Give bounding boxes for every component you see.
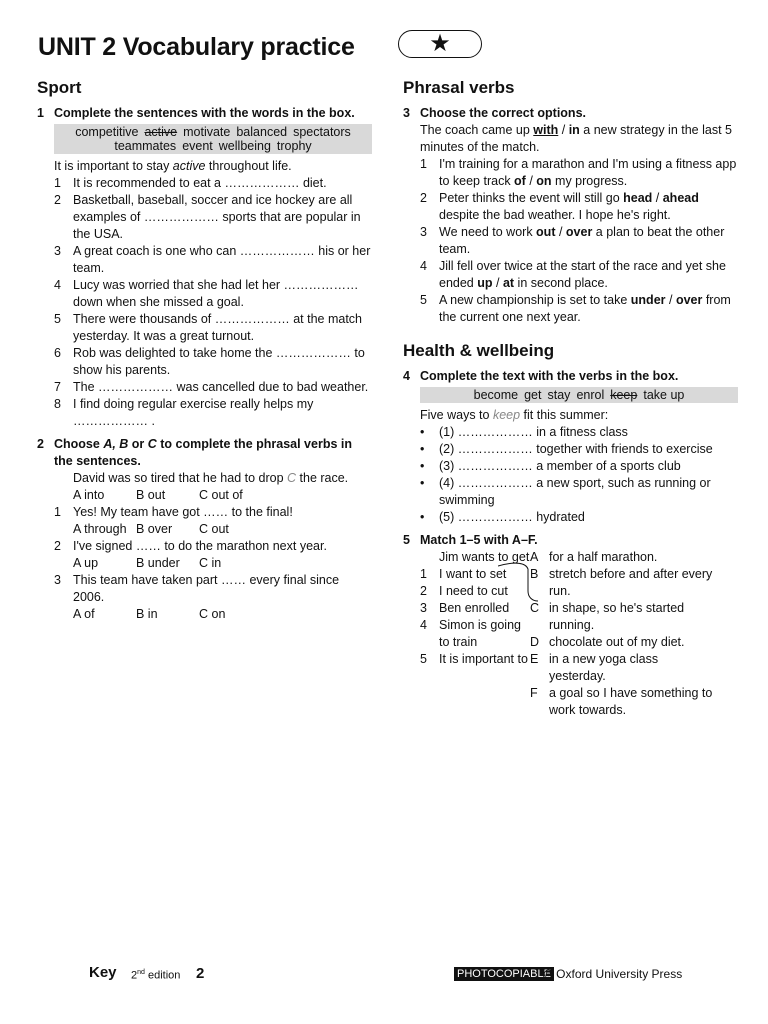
word-box-word: stay	[547, 388, 571, 402]
option-2: over	[565, 225, 593, 239]
instruction-part: to complete the phrasal verbs in the sentences.	[54, 437, 352, 468]
item-text-part: We need to work	[439, 225, 537, 239]
list-item	[37, 538, 372, 555]
example-option: in	[568, 123, 580, 137]
answer-option: A of	[73, 607, 95, 621]
example-sentence	[37, 470, 372, 487]
bullet-icon: •	[420, 510, 425, 524]
item-text	[439, 156, 738, 190]
footer-edition	[131, 969, 180, 982]
word-box-word: balanced	[236, 125, 288, 139]
item-text: in shape, so he's started running.	[549, 601, 685, 632]
item-letter: E	[530, 652, 539, 666]
exercise-number: 4	[403, 369, 410, 383]
item-number: 5	[420, 293, 427, 307]
word-box-word: active	[144, 125, 178, 139]
answer-option: C out of	[199, 488, 243, 502]
word-box	[420, 387, 738, 403]
star-icon: ★	[398, 30, 482, 58]
option-1: head	[623, 191, 653, 205]
exercise-2-instruction	[37, 436, 372, 470]
list-item	[37, 277, 372, 311]
exercise-number: 5	[403, 533, 410, 547]
section-heading-phrasal-verbs: Phrasal verbs	[403, 78, 515, 97]
exercise-number: 3	[403, 106, 410, 120]
option-separator: /	[492, 276, 503, 290]
exercise-3-instruction	[403, 105, 738, 122]
section-heading-health: Health & wellbeing	[403, 341, 555, 360]
item-letter: F	[530, 686, 538, 700]
item-number: 2	[54, 193, 61, 207]
item-text-part: a plan to beat the other team.	[439, 225, 725, 256]
example-sentence	[403, 122, 738, 156]
item-text: in a new yoga class yesterday.	[549, 652, 659, 683]
bullet-item	[403, 441, 738, 458]
match-right-item	[530, 600, 715, 634]
example-answer: C	[287, 471, 297, 485]
match-right-item	[530, 566, 715, 600]
item-text: Rob was delighted to take home the ……………… to show his parents.	[73, 346, 365, 377]
list-item	[37, 192, 372, 243]
bullet-item	[403, 475, 738, 509]
match-connector-line	[498, 561, 538, 603]
item-text: (3) ……………… a member of a sports club	[439, 459, 681, 473]
item-text: Simon is going to train	[439, 618, 521, 649]
item-text: I find doing regular exercise really helps my ……………… .	[73, 397, 314, 428]
intro-text: Five ways to	[420, 408, 493, 422]
example-answer: active	[172, 159, 206, 173]
word-box-word: get	[524, 388, 542, 402]
option-2: at	[502, 276, 515, 290]
item-text: I need to cut	[439, 584, 508, 598]
item-text: A great coach is one who can ……………… his or her team.	[73, 244, 371, 275]
item-number: 1	[420, 157, 427, 171]
exercise-3	[403, 105, 738, 326]
option-1: under	[630, 293, 666, 307]
list-item	[37, 311, 372, 345]
example-text: throughout life.	[205, 159, 292, 173]
item-text: Lucy was worried that she had let her ……………… down when she missed a goal.	[73, 278, 359, 309]
example-text: David was so tired that he had to drop	[73, 471, 288, 485]
item-number: 5	[420, 652, 427, 666]
item-letter: C	[530, 601, 540, 615]
match-right-item	[530, 634, 715, 651]
item-number: 1	[54, 176, 61, 190]
example-text: /	[558, 123, 569, 137]
answer-option: A into	[73, 488, 105, 502]
word-box-word: take up	[643, 388, 685, 402]
list-item	[403, 190, 738, 224]
exercise-1-instruction	[37, 105, 372, 122]
list-item	[37, 345, 372, 379]
item-number: 3	[54, 573, 61, 587]
item-text: There were thousands of ……………… at the match yesterday. It was a great turnout.	[73, 312, 363, 343]
instruction-part: A, B	[103, 437, 129, 451]
item-number: 3	[420, 601, 427, 615]
page-title: UNIT 2 Vocabulary practice	[38, 33, 355, 61]
item-text-part: I'm training for a marathon and I'm using a fitness app to keep track	[439, 157, 737, 188]
list-item	[37, 379, 372, 396]
item-number: 2	[420, 584, 427, 598]
item-number: 1	[54, 505, 61, 519]
word-box-word: competitive	[75, 125, 139, 139]
item-letter: D	[530, 635, 540, 649]
option-2: over	[675, 293, 703, 307]
intro-line	[403, 407, 738, 424]
instruction-text: Complete the sentences with the words in the box.	[54, 106, 355, 120]
example-text: It is important to stay	[54, 159, 173, 173]
item-text-part: Jill fell over twice at the start of the race and yet she ended	[439, 259, 726, 290]
option-1: of	[514, 174, 526, 188]
item-text: Yes! My team have got …… to the final!	[73, 505, 293, 519]
item-text: for a half marathon.	[549, 550, 658, 564]
item-text: (4) ……………… a new sport, such as running or swimming	[439, 476, 711, 507]
option-separator: /	[555, 225, 566, 239]
item-letter: B	[530, 567, 539, 581]
item-text: (2) ……………… together with friends to exercise	[439, 442, 713, 456]
item-text: Basketball, baseball, soccer and ice hockey are all examples of ……………… sports that are popular in the USA.	[73, 193, 361, 241]
item-text: This team have taken part …… every final since 2006.	[73, 573, 340, 604]
match-left-item	[420, 617, 530, 651]
item-number: 3	[420, 225, 427, 239]
list-item	[37, 243, 372, 277]
option-separator: /	[665, 293, 676, 307]
instruction-text: Match 1–5 with A–F.	[420, 533, 538, 547]
bullet-item	[403, 458, 738, 475]
answer-option: C on	[199, 607, 226, 621]
exercise-1	[37, 105, 372, 430]
item-text: stretch before and after every run.	[549, 567, 713, 598]
matching-area	[420, 549, 738, 749]
right-column	[403, 77, 738, 749]
item-text: I want to set	[439, 567, 507, 581]
item-text: Ben enrolled	[439, 601, 510, 615]
exercise-4	[403, 368, 738, 526]
example-text: the race.	[296, 471, 349, 485]
answer-option: B under	[136, 556, 180, 570]
list-item	[403, 292, 738, 326]
photocopiable-badge: PHOTOCOPIABLE	[454, 967, 554, 981]
item-text: The ……………… was cancelled due to bad weather.	[73, 380, 369, 394]
option-2: on	[536, 174, 552, 188]
word-box-word: wellbeing	[218, 139, 271, 153]
answer-option: B in	[136, 607, 158, 621]
item-text-part: A new championship is set to take	[439, 293, 631, 307]
instruction-part: C	[147, 437, 157, 451]
answer-option: B out	[136, 488, 166, 502]
item-text	[439, 258, 738, 292]
item-number: 3	[54, 244, 61, 258]
item-text-part: in second place.	[514, 276, 608, 290]
item-text: (5) ……………… hydrated	[439, 510, 585, 524]
edition-number: 2	[131, 969, 138, 982]
answer-option: C in	[199, 556, 222, 570]
item-text-part: from the current one next year.	[439, 293, 731, 324]
answer-options	[37, 606, 372, 623]
word-box-word: teammates	[114, 139, 177, 153]
item-text: chocolate out of my diet.	[549, 635, 685, 649]
item-number	[420, 549, 439, 566]
item-text: (1) ……………… in a fitness class	[439, 425, 628, 439]
match-right-item	[530, 651, 715, 685]
item-text: It is important to	[439, 652, 528, 666]
word-box-word: trophy	[276, 139, 312, 153]
list-item	[37, 572, 372, 606]
item-text-part: my progress.	[551, 174, 628, 188]
exercise-2	[37, 436, 372, 623]
option-1: out	[536, 225, 556, 239]
list-item	[403, 224, 738, 258]
item-number: 6	[54, 346, 61, 360]
word-box-word: event	[182, 139, 213, 153]
bullet-icon: •	[420, 442, 425, 456]
answer-option: C out	[199, 522, 229, 536]
item-number: 4	[420, 618, 427, 632]
item-number: 2	[54, 539, 61, 553]
exercise-3-items	[403, 156, 738, 326]
item-number: 1	[420, 567, 427, 581]
exercise-4-instruction	[403, 368, 738, 385]
example-answer: keep	[492, 408, 521, 422]
exercise-5-instruction	[403, 532, 738, 549]
item-number: 7	[54, 380, 61, 394]
exercise-number: 2	[37, 437, 44, 451]
answer-options	[37, 521, 372, 538]
item-text	[439, 224, 738, 258]
item-number: 5	[54, 312, 61, 326]
copyright: © Oxford University Press	[544, 967, 683, 981]
footer-key: Key	[89, 964, 117, 981]
match-right-item	[530, 685, 715, 719]
exercise-number: 1	[37, 106, 44, 120]
edition-text: edition	[144, 969, 181, 982]
item-text	[439, 292, 738, 326]
item-text	[439, 190, 738, 224]
section-heading-sport: Sport	[37, 78, 82, 97]
instruction-part: Choose	[54, 437, 104, 451]
instruction-text	[54, 436, 372, 470]
example-sentence	[37, 158, 372, 175]
instruction-text: Choose the correct options.	[420, 106, 586, 120]
item-text-part: despite the bad weather. I hope he's right.	[439, 208, 671, 222]
match-right-item	[530, 549, 715, 566]
list-item	[403, 258, 738, 292]
intro-text: fit this summer:	[520, 408, 609, 422]
list-item	[37, 175, 372, 192]
option-separator: /	[652, 191, 663, 205]
bullet-icon: •	[420, 425, 425, 439]
exercise-2-items	[37, 504, 372, 623]
bullet-item	[403, 509, 738, 526]
item-text: I've signed …… to do the marathon next year.	[73, 539, 327, 553]
instruction-text: Complete the text with the verbs in the box.	[420, 369, 679, 383]
item-number: 8	[54, 397, 61, 411]
word-box-word: keep	[610, 388, 638, 402]
item-text-part: Peter thinks the event will still go	[439, 191, 624, 205]
answer-option: B over	[136, 522, 173, 536]
example-text: a new strategy in the last 5 minutes of the match.	[420, 123, 732, 154]
answer-option: A up	[73, 556, 99, 570]
edition-suffix: nd	[137, 969, 145, 976]
answer-option: A through	[73, 522, 127, 536]
item-letter: A	[530, 550, 539, 564]
word-box-word: enrol	[576, 388, 605, 402]
match-right-list	[530, 549, 715, 719]
word-box	[54, 124, 372, 154]
word-box-word: motivate	[183, 125, 231, 139]
example-answer: with	[533, 123, 559, 137]
item-text: Jim wants to get	[439, 550, 530, 564]
example-options	[37, 487, 372, 504]
instruction-part: or	[128, 437, 148, 451]
option-1: up	[477, 276, 493, 290]
list-item	[37, 504, 372, 521]
word-box-word: spectators	[293, 125, 351, 139]
answer-options	[37, 555, 372, 572]
exercise-4-items	[403, 424, 738, 526]
example-text: The coach came up	[420, 123, 534, 137]
item-number: 4	[420, 259, 427, 273]
item-number: 4	[54, 278, 61, 292]
bullet-item	[403, 424, 738, 441]
match-left-item	[420, 651, 530, 668]
page-number: 2	[196, 965, 205, 982]
list-item	[37, 396, 372, 430]
option-separator: /	[525, 174, 537, 188]
option-2: ahead	[662, 191, 699, 205]
exercise-5	[403, 532, 738, 749]
item-text: a goal so I have something to work towards.	[549, 686, 713, 717]
bullet-icon: •	[420, 459, 425, 473]
item-text: It is recommended to eat a ……………… diet.	[73, 176, 327, 190]
left-column	[37, 77, 372, 623]
bullet-icon: •	[420, 476, 425, 490]
exercise-1-items	[37, 175, 372, 430]
item-number: 2	[420, 191, 427, 205]
word-box-word: become	[473, 388, 519, 402]
list-item	[403, 156, 738, 190]
